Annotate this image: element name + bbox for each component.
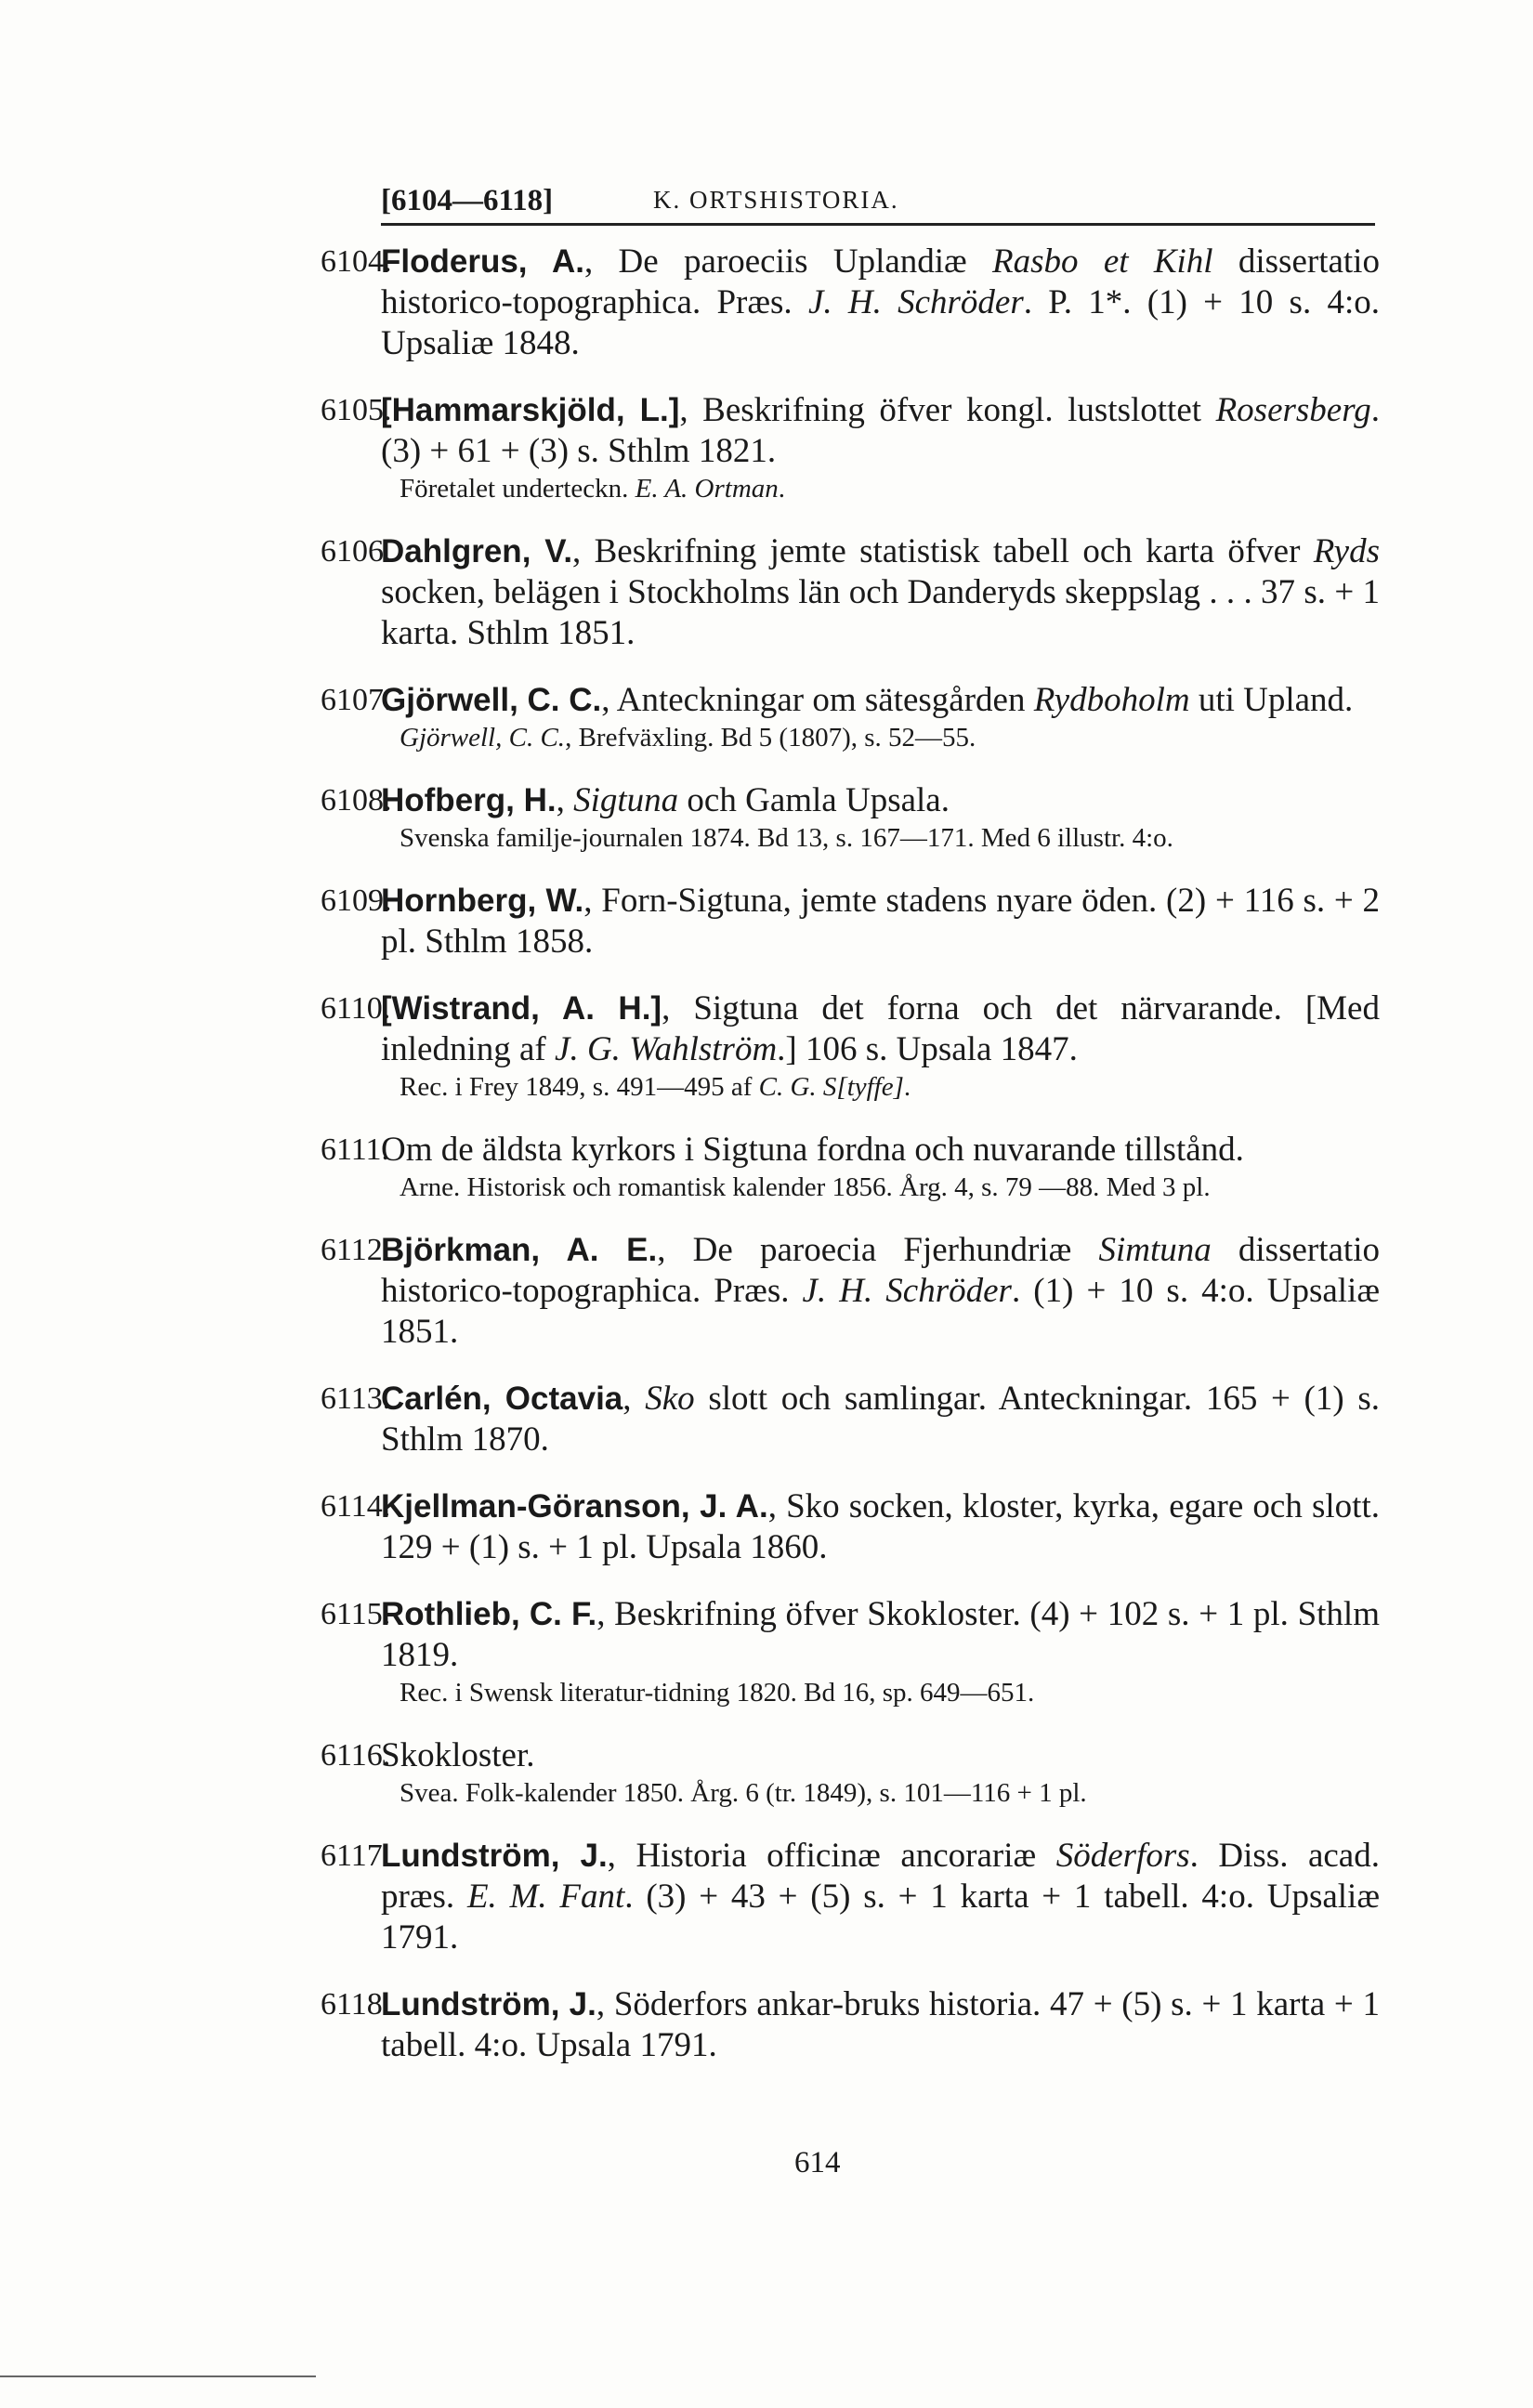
entry-text [381, 988, 1380, 1070]
author-name: Hornberg, W. [381, 883, 584, 919]
entry-number: 6112. [321, 1233, 391, 1267]
entry-text-run: . Diss. acad. præs. [381, 1837, 1380, 1916]
bibliography-entry [321, 390, 1380, 505]
italic-text: C. G. S[tyffe] [758, 1072, 904, 1102]
italic-text: J. H. Schröder [802, 1272, 1012, 1310]
entry-number: 6110. [321, 991, 391, 1026]
entry-text-run: . P. 1*. (1) + 10 s. 4:o. Upsaliæ 1848. [381, 283, 1380, 362]
entry-number: 6106. [321, 534, 392, 569]
bibliography-entry [321, 242, 1380, 364]
entry-text [381, 242, 1380, 364]
author-name: Lundström, J. [381, 1838, 608, 1874]
entry-text [381, 780, 1380, 821]
entry-text-run: , Söderfors ankar-bruks historia. 47 + (5) s. + 1 karta + 1 tabell. 4:o. Upsala 1791. [381, 1985, 1380, 2064]
entry-text-run: slott och samlingar. Anteckningar. 165 + (1) s. Sthlm 1870. [381, 1380, 1381, 1459]
entry-number: 6114. [321, 1489, 391, 1524]
bibliography-entry [321, 680, 1380, 754]
italic-text: Sigtuna [573, 781, 679, 819]
entry-number: 6115. [321, 1597, 391, 1631]
author-name: Kjellman-Göranson, J. A. [381, 1488, 768, 1525]
entry-text-run: . (3) + 61 + (3) s. Sthlm 1821. [381, 391, 1380, 470]
entry-text-run: , Anteckningar om sätesgården [601, 681, 1034, 719]
author-name: Carlén, Octavia [381, 1381, 623, 1417]
bibliography-entry [321, 780, 1380, 855]
note-text-run: Rec. i Swensk literatur-tidning 1820. Bd 16, sp. 649—651. [400, 1678, 1035, 1708]
italic-text: J. H. Schröder [807, 283, 1024, 321]
bibliography-entry [321, 1486, 1380, 1568]
entry-text-run: , De paroecia Fjerhundriæ [657, 1231, 1099, 1269]
note-text-run: Svenska familje-journalen 1874. Bd 13, s. 167—171. Med 6 illustr. 4:o. [400, 823, 1173, 853]
entry-text [381, 1379, 1380, 1460]
note-text-run: , Brefväxling. Bd 5 (1807), s. 52—55. [565, 723, 976, 752]
entry-text [381, 1594, 1380, 1676]
note-text-run: . [903, 1072, 911, 1102]
entry-text-run: . (3) + 43 + (5) s. + 1 karta + 1 tabell. 4:o. Upsaliæ 1791. [381, 1878, 1380, 1956]
bibliography-entry [321, 1230, 1380, 1353]
entry-text-run: dissertatio historico-topographica. Præs. [381, 1231, 1380, 1310]
entry-text [381, 680, 1380, 721]
entry-text-run: , Beskrifning öfver Skokloster. (4) + 102 s. + 1 pl. Sthlm 1819. [381, 1595, 1380, 1674]
entry-text [381, 1130, 1380, 1171]
note-text-run: Företalet underteckn. [400, 474, 635, 504]
entry-number: 6118. [321, 1987, 391, 2022]
author-name: Björkman, A. E. [381, 1232, 658, 1268]
note-text-run: Svea. Folk-kalender 1850. Årg. 6 (tr. 1849), s. 101—116 + 1 pl. [400, 1778, 1087, 1808]
author-name: [Wistrand, A. H.] [381, 990, 662, 1027]
entry-text [381, 881, 1380, 962]
entry-note [381, 1676, 1380, 1709]
note-text-run: . [778, 474, 786, 504]
italic-text: Simtuna [1098, 1231, 1212, 1269]
footer-rule [0, 2375, 316, 2377]
entry-text [381, 531, 1380, 654]
bibliography-entry [321, 1379, 1380, 1460]
author-name: Rothlieb, C. F. [381, 1596, 597, 1632]
author-name: Hofberg, H. [381, 782, 557, 818]
entry-text-run: , De paroeciis Uplandiæ [584, 242, 993, 281]
bibliography-entry [321, 1594, 1380, 1709]
bibliography-entry [321, 531, 1380, 654]
entry-note [381, 821, 1380, 855]
note-text-run: Rec. i Frey 1849, s. 491—495 af [400, 1072, 759, 1102]
entry-text [381, 390, 1380, 472]
entry-text-run: , Forn-Sigtuna, jemte stadens nyare öden. (2) + 116 s. + 2 pl. Sthlm 1858. [381, 882, 1380, 961]
entry-text-run: Om de äldsta kyrkors i Sigtuna fordna och nuvarande tillstånd. [381, 1131, 1244, 1169]
bibliography-list [321, 242, 1380, 2092]
entry-number: 6104. [321, 244, 392, 279]
author-name: [Hammarskjöld, L.] [381, 392, 680, 428]
entry-text-run: , Beskrifning öfver kongl. lustslottet [679, 391, 1216, 429]
section-title: K. ORTSHISTORIA. [653, 186, 899, 214]
entry-number: 6113. [321, 1381, 391, 1416]
italic-text: Ryds [1313, 532, 1380, 570]
entry-text-run: uti Upland. [1189, 681, 1354, 719]
entry-text [381, 1230, 1380, 1353]
italic-text: J. G. Wahlström [555, 1030, 778, 1068]
entry-note [381, 1776, 1380, 1810]
italic-text: Rasbo et Kihl [992, 242, 1213, 281]
running-header [381, 177, 1375, 226]
note-text-run: Arne. Historisk och romantisk kalender 1856. Årg. 4, s. 79 —88. Med 3 pl. [400, 1172, 1211, 1202]
entry-text-run: , Historia officinæ ancorariæ [607, 1837, 1056, 1875]
entry-number: 6116. [321, 1738, 391, 1773]
entry-text-run: , Beskrifning jemte statistisk tabell och karta öfver [572, 532, 1314, 570]
entry-text [381, 1486, 1380, 1568]
entry-note [381, 1171, 1380, 1204]
entry-number: 6111. [321, 1132, 389, 1167]
author-name: Dahlgren, V. [381, 533, 573, 569]
bibliography-entry [321, 1836, 1380, 1958]
italic-text: E. A. Ortman [635, 474, 779, 504]
italic-text: Sko [645, 1380, 695, 1418]
entry-text-run: dissertatio historico-topographica. Præs. [381, 242, 1380, 321]
bibliography-entry [321, 1130, 1380, 1204]
entry-text [381, 1735, 1380, 1776]
entry-number: 6108. [321, 783, 392, 818]
entry-number: 6105. [321, 393, 392, 427]
author-name: Floderus, A. [381, 243, 584, 280]
entry-text-run: socken, belägen i Stockholms län och Danderyds skeppslag . . . 37 s. + 1 karta. Sthlm 1851. [381, 573, 1380, 652]
entry-note [381, 721, 1380, 754]
author-name: Lundström, J. [381, 1986, 596, 2022]
italic-text: Rydboholm [1033, 681, 1190, 719]
italic-text: Rosersberg [1215, 391, 1371, 429]
entry-text-run: , [556, 781, 574, 819]
entry-text-run: , Sko socken, kloster, kyrka, egare och slott. 129 + (1) s. + 1 pl. Upsala 1860. [381, 1487, 1380, 1566]
italic-text: Gjörwell, C. C. [400, 723, 566, 752]
entry-text-run: Skokloster. [381, 1736, 535, 1774]
page-number: 614 [794, 2146, 841, 2179]
entry-text [381, 1984, 1380, 2066]
entry-range: [6104—6118] [381, 184, 554, 217]
entry-text-run: . (1) + 10 s. 4:o. Upsaliæ 1851. [381, 1272, 1380, 1351]
entry-number: 6107. [321, 683, 392, 717]
entry-text-run: , [622, 1380, 646, 1418]
italic-text: Söderfors [1055, 1837, 1190, 1875]
entry-note [381, 1070, 1380, 1104]
author-name: Gjörwell, C. C. [381, 682, 602, 718]
entry-text [381, 1836, 1380, 1958]
entry-text-run: .] 106 s. Upsala 1847. [777, 1030, 1078, 1068]
entry-note [381, 472, 1380, 505]
bibliography-entry [321, 1735, 1380, 1810]
bibliography-entry [321, 881, 1380, 962]
italic-text: E. M. Fant [466, 1878, 625, 1916]
bibliography-entry [321, 1984, 1380, 2066]
bibliography-entry [321, 988, 1380, 1104]
entry-number: 6109. [321, 883, 392, 918]
entry-text-run: , Sigtuna det forna och det närvarande. [Med inledning af [381, 989, 1380, 1068]
entry-number: 6117. [321, 1839, 391, 1873]
entry-text-run: och Gamla Upsala. [678, 781, 950, 819]
